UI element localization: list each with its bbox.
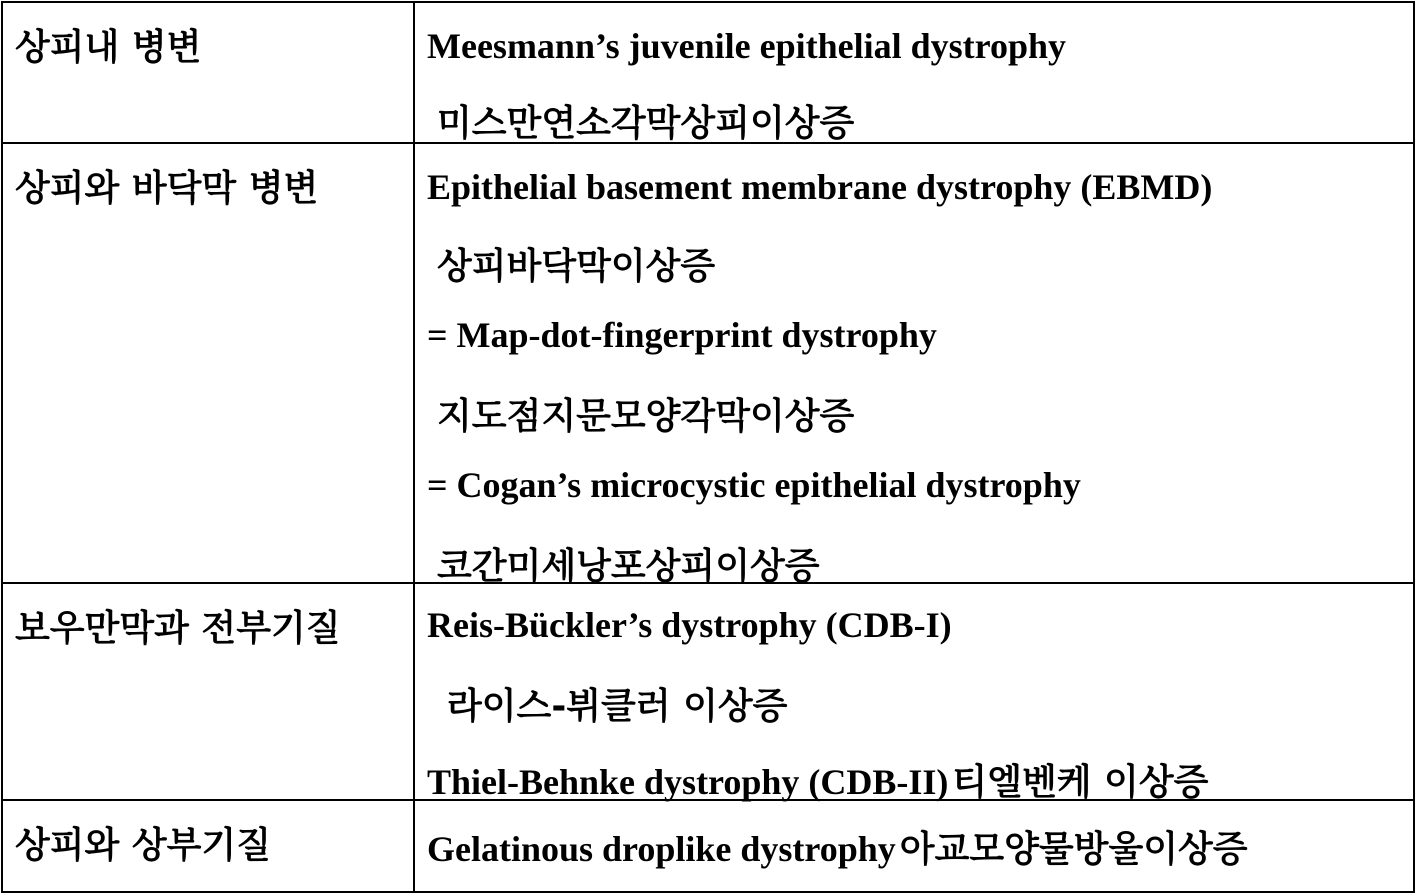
korean-name: 티엘벤케 이상증 bbox=[952, 762, 1209, 803]
table-row bbox=[3, 801, 1413, 893]
english-name: Meesmann’s juvenile epithelial dystrophy bbox=[427, 26, 1067, 66]
korean-synonym: 코간미세낭포상피이상증 bbox=[437, 546, 820, 587]
korean-name: 상피바닥막이상증 bbox=[437, 246, 716, 287]
category-cell: 상피와 바닥막 병변 bbox=[3, 144, 415, 582]
english-name: Thiel-Behnke dystrophy (CDB-II) bbox=[427, 762, 949, 802]
category-cell: 보우만막과 전부기질 bbox=[3, 584, 415, 799]
category-cell: 상피와 상부기질 bbox=[3, 801, 415, 893]
table-row bbox=[3, 584, 1413, 801]
dystrophy-table bbox=[1, 1, 1415, 893]
english-name: Reis-Bückler’s dystrophy (CDB-I) bbox=[427, 605, 952, 645]
korean-name: 아교모양물방울이상증 bbox=[899, 829, 1248, 870]
korean-name: 라이스-뷔클러 이상증 bbox=[447, 686, 788, 727]
english-name: Epithelial basement membrane dystrophy (EBMD) bbox=[427, 167, 1213, 207]
english-synonym: = Cogan’s microcystic epithelial dystrophy bbox=[427, 465, 1081, 505]
table-row bbox=[3, 144, 1413, 587]
korean-name: 미스만연소각막상피이상증 bbox=[437, 103, 855, 144]
english-synonym: = Map-dot-fingerprint dystrophy bbox=[427, 315, 937, 355]
name-pair bbox=[427, 821, 1248, 872]
table-row bbox=[3, 3, 1413, 144]
name-pair bbox=[427, 754, 1208, 805]
korean-synonym: 지도점지문모양각막이상증 bbox=[437, 396, 855, 437]
category-cell: 상피내 병변 bbox=[3, 3, 415, 142]
content-cell bbox=[415, 801, 1413, 893]
english-name: Gelatinous droplike dystrophy bbox=[427, 829, 896, 869]
content-cell bbox=[415, 144, 1413, 587]
content-cell bbox=[415, 584, 1413, 803]
content-cell bbox=[415, 3, 1413, 142]
